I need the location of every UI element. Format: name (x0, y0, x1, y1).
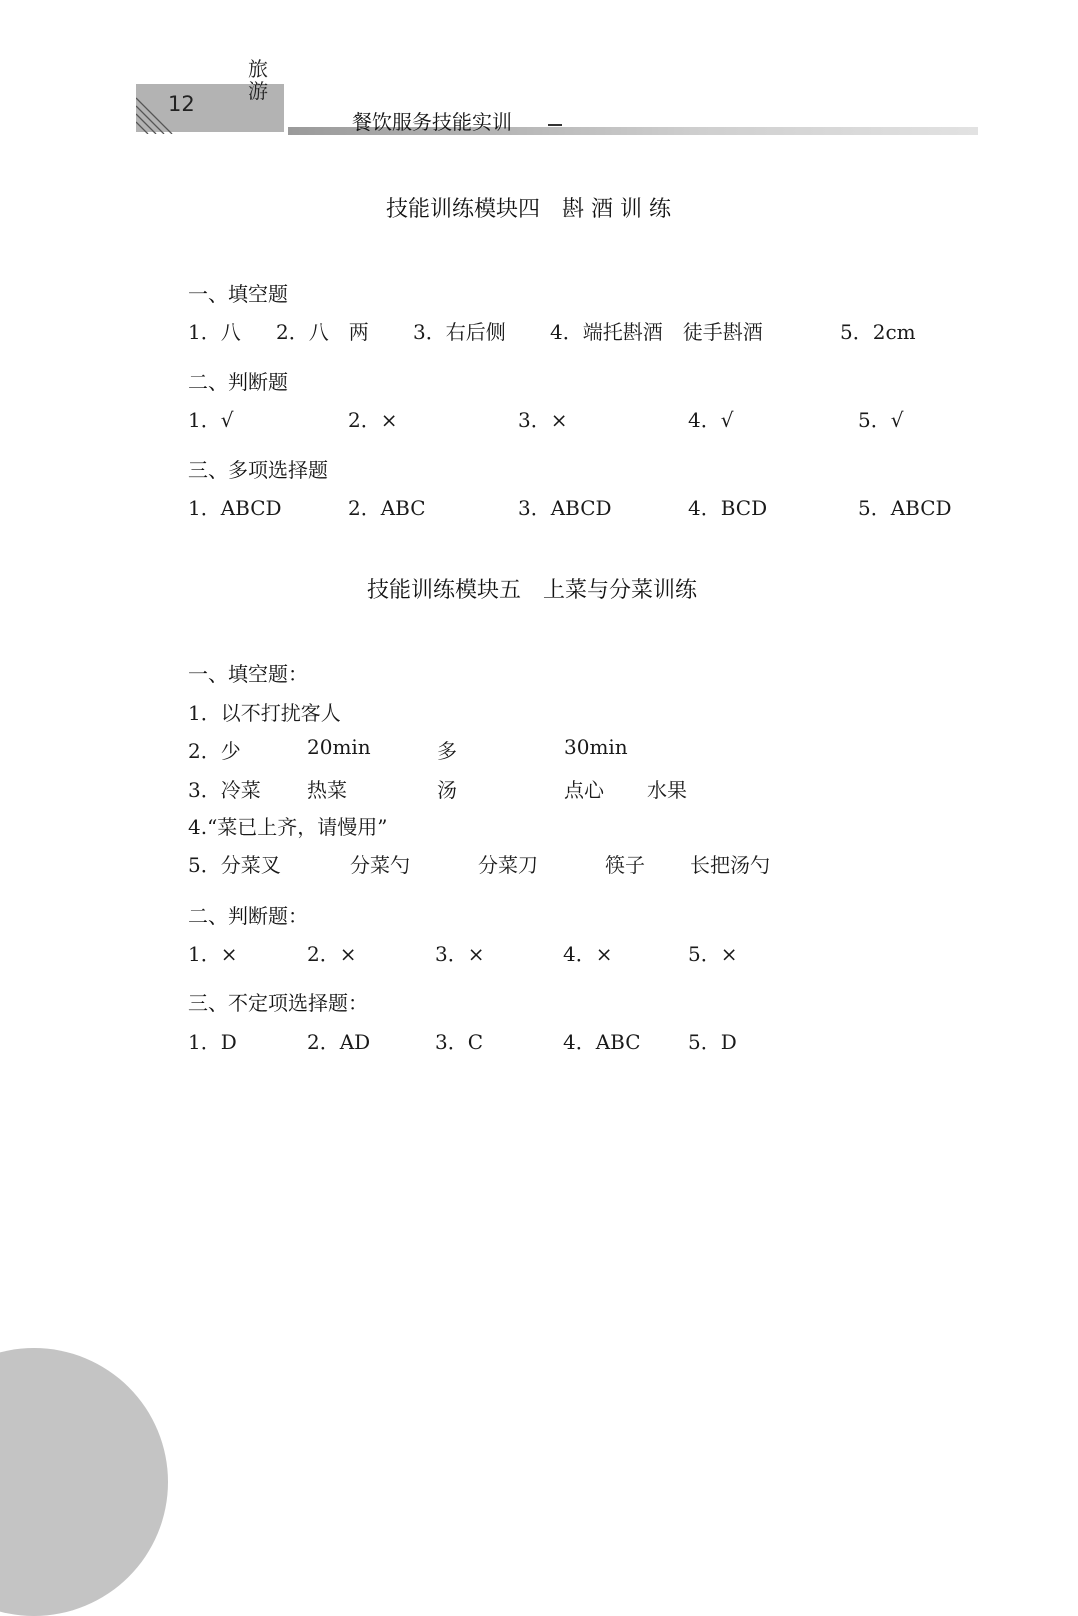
answer-item: 30min (564, 735, 628, 759)
module4-title: 技能训练模块四 斟 酒 训 练 (386, 197, 671, 222)
answer-item: 多 (437, 739, 457, 763)
answer-item: 1．√ (188, 408, 234, 432)
answer-item: 5．D (688, 1030, 737, 1054)
answer-item: 4．√ (688, 408, 734, 432)
answer-item: 3．冷菜 (188, 778, 261, 802)
answer-item: 5．2cm (840, 320, 916, 344)
module5-judge-heading: 二、判断题： (188, 904, 308, 928)
answer-item: 5．分菜叉 (188, 853, 281, 877)
answer-item: 2．八 两 (276, 320, 369, 344)
module5-choice-heading: 三、不定项选择题： (188, 991, 368, 1015)
answer-item: 分菜刀 (478, 853, 538, 877)
arrow-icon (286, 88, 336, 128)
header-dash (548, 124, 562, 126)
series-label: 旅游 (248, 57, 268, 103)
answer-item: 点心 (564, 778, 604, 802)
module4-fill-heading: 一、填空题 (188, 282, 288, 306)
answer-item: 2．× (348, 408, 398, 432)
answer-item: 热菜 (307, 778, 347, 802)
answer-item: 5．× (688, 942, 738, 966)
answer-item: 5．√ (858, 408, 904, 432)
corner-decoration (0, 1348, 168, 1616)
answer-item: 汤 (437, 778, 457, 802)
answer-item: 1．D (188, 1030, 237, 1054)
page-number: 12 (168, 92, 195, 116)
answer-item: 5．ABCD (858, 496, 952, 520)
answer-item: 4．× (563, 942, 613, 966)
answer-item: 20min (307, 735, 371, 759)
answer-item: 1．八 (188, 320, 241, 344)
answer-item: 1．× (188, 942, 238, 966)
module4-judge-heading: 二、判断题 (188, 370, 288, 394)
module5-fill-heading: 一、填空题： (188, 662, 308, 686)
answer-item: 4．BCD (688, 496, 768, 520)
answer-item: 3．× (518, 408, 568, 432)
answer-item: 2．× (307, 942, 357, 966)
answer-item: 1．ABCD (188, 496, 282, 520)
answer-item: 长把汤勺 (690, 853, 770, 877)
answer-item: 水果 (647, 778, 687, 802)
answer-item: 2．AD (307, 1030, 371, 1054)
answer-item: 3．ABCD (518, 496, 612, 520)
book-title: 餐饮服务技能实训 (352, 110, 512, 134)
answer-item: 1．以不打扰客人 (188, 701, 341, 725)
answer-item: 3．C (435, 1030, 484, 1054)
answer-item: 4．ABC (563, 1030, 641, 1054)
answer-item: 3．右后侧 (413, 320, 506, 344)
module5-title: 技能训练模块五 上菜与分菜训练 (367, 578, 698, 603)
answer-item: 2．少 (188, 739, 241, 763)
answer-item: 2．ABC (348, 496, 426, 520)
module4-choice-heading: 三、多项选择题 (188, 458, 328, 482)
answer-item: 筷子 (605, 853, 645, 877)
answer-item: 4.“菜已上齐，请慢用” (188, 815, 388, 839)
answer-item: 3．× (435, 942, 485, 966)
answer-item: 分菜勺 (350, 853, 410, 877)
answer-item: 4．端托斟酒 徒手斟酒 (550, 320, 763, 344)
